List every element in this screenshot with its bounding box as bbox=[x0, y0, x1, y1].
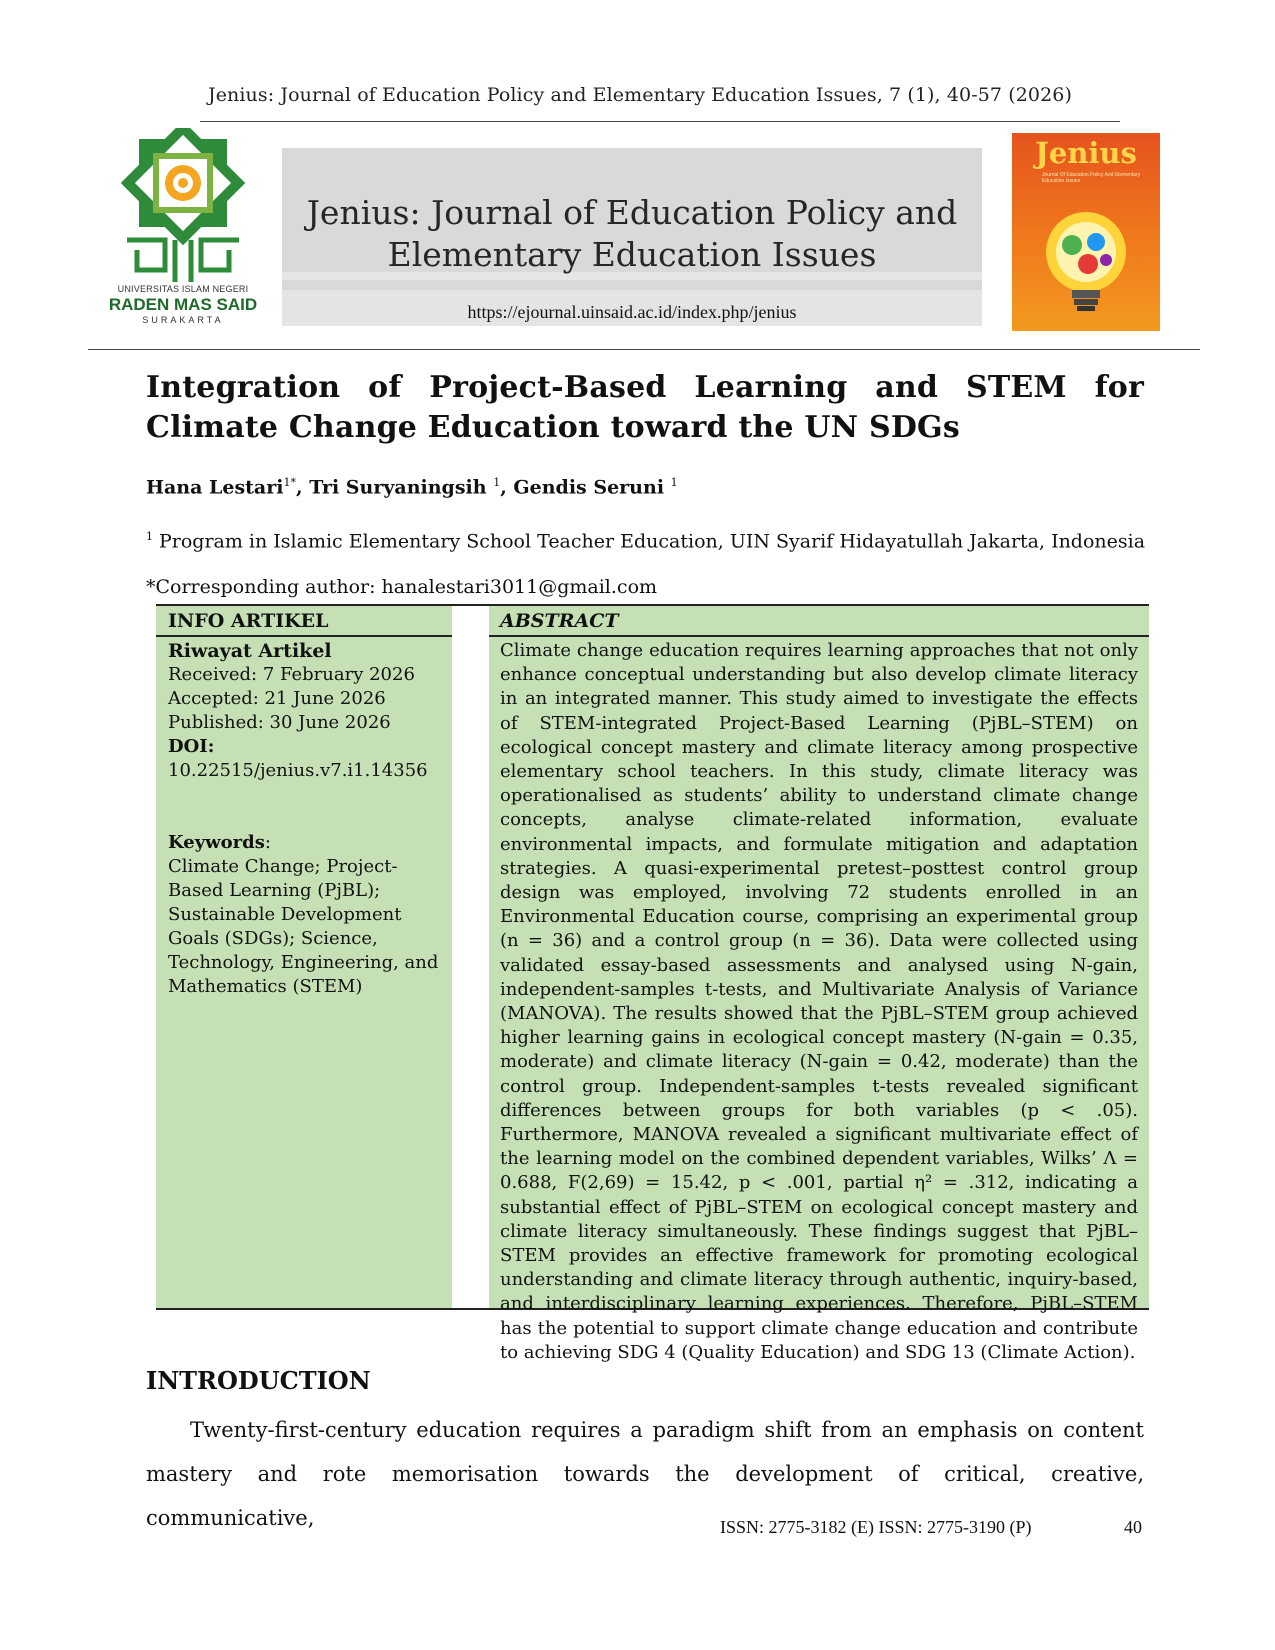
accepted-date: Accepted: 21 June 2026 bbox=[168, 688, 386, 709]
author-separator: , bbox=[295, 476, 310, 499]
keywords-colon: : bbox=[264, 832, 271, 853]
table-top-rule bbox=[156, 604, 1149, 606]
abstract-heading: ABSTRACT bbox=[500, 610, 619, 632]
author-affiliation-mark: 1* bbox=[283, 476, 296, 489]
author-list bbox=[146, 476, 678, 498]
logo-university-name: RADEN MAS SAID bbox=[108, 295, 258, 314]
cover-subtitle: Journal Of Education Policy And Elementary Education Issues bbox=[1042, 172, 1141, 184]
page-number: 40 bbox=[1124, 1517, 1142, 1537]
received-date: Received: 7 February 2026 bbox=[168, 664, 415, 685]
article-info-body bbox=[168, 639, 448, 999]
author-separator: , bbox=[500, 476, 514, 499]
author-name: Tri Suryaningsih bbox=[309, 476, 494, 499]
author-affiliation-mark: 1 bbox=[670, 476, 678, 489]
keywords-list: Climate Change; Project-Based Learning (PjBL); Sustainable Development Goals (SDGs); Science, Technology, Engineering, and Mathematics (STEM) bbox=[168, 856, 439, 997]
introduction-paragraph: Twenty-first-century education requires a paradigm shift from an emphasis on content mastery and rote memorisation towards the development of critical, creative, communicative, bbox=[146, 1418, 1144, 1530]
banner-title-line-1: Jenius: Journal of Education Policy and bbox=[306, 193, 958, 232]
published-date: Published: 30 June 2026 bbox=[168, 712, 391, 733]
affiliation bbox=[146, 530, 1145, 552]
spacer bbox=[168, 783, 448, 831]
article-title: Integration of Project-Based Learning and STEM for Climate Change Education toward the UN SDGs bbox=[146, 370, 1144, 445]
keywords-label-line bbox=[168, 831, 448, 855]
logo-city-label: SURAKARTA bbox=[142, 315, 224, 325]
corresponding-author: *Corresponding author: hanalestari3011@gmail.com bbox=[146, 576, 658, 598]
header-rule bbox=[200, 121, 1120, 122]
affiliation-mark: 1 bbox=[146, 530, 153, 543]
author-name: Gendis Seruni bbox=[513, 476, 671, 499]
affiliation-text: Program in Islamic Elementary School Teacher Education, UIN Syarif Hidayatullah Jakarta, Indonesia bbox=[159, 530, 1146, 553]
introduction-heading: INTRODUCTION bbox=[146, 1366, 371, 1395]
section-divider bbox=[88, 349, 1200, 350]
running-header: Jenius: Journal of Education Policy and Elementary Education Issues, 7 (1), 40-57 (2026) bbox=[207, 84, 1073, 106]
abstract-heading-rule bbox=[489, 635, 1149, 637]
doi-value[interactable]: 10.22515/jenius.v7.i1.14356 bbox=[168, 760, 428, 781]
info-heading-rule bbox=[156, 635, 452, 637]
doi-label: DOI: bbox=[168, 736, 215, 757]
cover-title: Jenius bbox=[1035, 136, 1137, 170]
logo-university-label: UNIVERSITAS ISLAM NEGERI bbox=[117, 284, 249, 294]
author-affiliation-mark: 1 bbox=[493, 476, 501, 489]
info-heading: INFO ARTIKEL bbox=[168, 610, 329, 632]
footer-issn: ISSN: 2775-3182 (E) ISSN: 2775-3190 (P) bbox=[720, 1517, 1032, 1537]
journal-url[interactable]: https://ejournal.uinsaid.ac.id/index.php/jenius bbox=[467, 302, 797, 322]
history-label: Riwayat Artikel bbox=[168, 640, 332, 662]
lightbulb-icon bbox=[1022, 190, 1150, 325]
abstract-text: Climate change education requires learning approaches that not only enhance conceptual understanding but also develop climate literacy in an integrated manner. This study aimed to investigate the effects of STEM-integrated Project-Based Learning (PjBL–STEM) on ecological concept mastery and climate literacy among prospective elementary school teachers. In this study, climate literacy was operationalised as students’ ability to understand climate change concepts, analyse climate-related information, evaluate environmental impacts, and formulate mitigation and adaptation strategies. A quasi-experimental pretest–posttest control group design was employed, involving 72 students enrolled in an Environmental Education course, comprising an experimental group (n = 36) and a control group (n = 36). Data were collected using validated essay-based assessments and analysed using N-gain, independent-samples t-tests, and Multivariate Analysis of Variance (MANOVA). The results showed that the PjBL–STEM group achieved higher learning gains in ecological concept mastery (N-gain = 0.35, moderate) and climate literacy (N-gain = 0.42, moderate) than the control group. Independent-samples t-tests revealed significant differences between groups for both variables (p < .05). Furthermore, MANOVA revealed a significant multivariate effect of the learning model on the combined dependent variables, Wilks’ Λ = 0.688, F(2,69) = 15.42, p < .001, partial η² = .312, indicating a substantial effect of PjBL–STEM on ecological concept mastery and climate literacy simultaneously. These findings suggest that PjBL–STEM provides an effective framework for promoting ecological understanding and climate literacy through authentic, inquiry-based, and interdisciplinary learning experiences. Therefore, PjBL–STEM has the potential to support climate change education and contribute to achieving SDG 4 (Quality Education) and SDG 13 (Climate Action). bbox=[500, 640, 1138, 1363]
keywords-label: Keywords bbox=[168, 832, 265, 853]
banner-title-line-2: Elementary Education Issues bbox=[387, 235, 877, 274]
journal-banner-title bbox=[282, 192, 982, 276]
author-name: Hana Lestari bbox=[146, 476, 284, 499]
